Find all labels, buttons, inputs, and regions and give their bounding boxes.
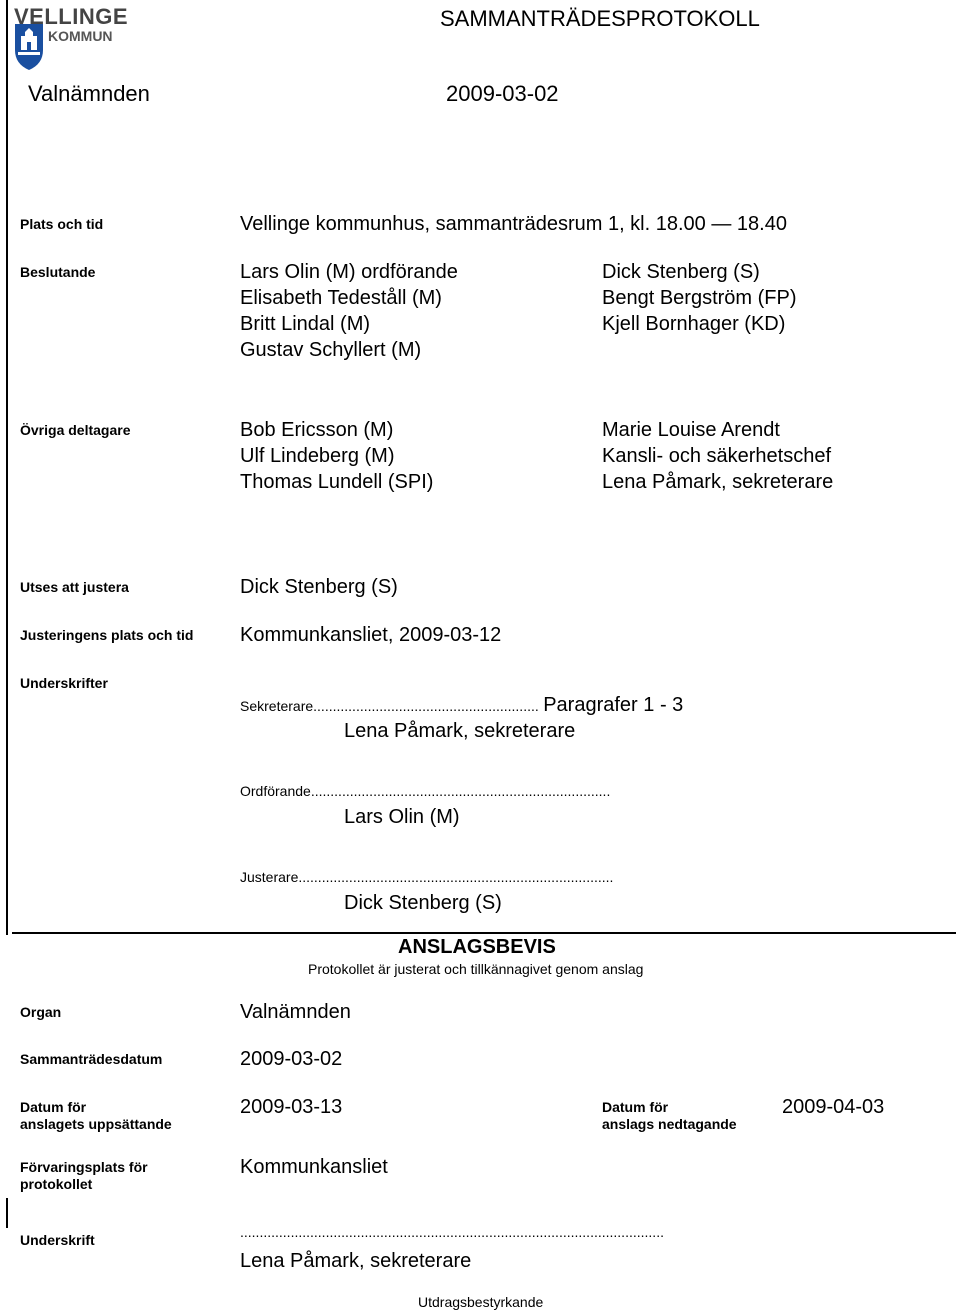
left-border-top bbox=[6, 0, 8, 935]
sekreterare-name: Lena Påmark, sekreterare bbox=[344, 720, 576, 742]
justerare-dots: ................................................................................. bbox=[298, 869, 614, 885]
justerare-line bbox=[240, 869, 613, 887]
anslagsbevis-title: ANSLAGSBEVIS bbox=[398, 936, 556, 958]
section-divider bbox=[12, 932, 956, 934]
underskrift-dots: ............................................................................................................. bbox=[240, 1224, 664, 1240]
beslutande-member: Lars Olin (M) ordförande bbox=[240, 261, 458, 283]
logo-text-vellinge: VELLINGE bbox=[14, 4, 129, 29]
paragrafer: Paragrafer 1 - 3 bbox=[543, 694, 684, 716]
sammantradesdatum-label: Sammanträdesdatum bbox=[20, 1051, 163, 1067]
justerare-name: Dick Stenberg (S) bbox=[344, 892, 502, 914]
sekreterare-label: Sekreterare bbox=[240, 698, 314, 714]
ordforande-label: Ordförande bbox=[240, 783, 311, 799]
beslutande-member: Kjell Bornhager (KD) bbox=[602, 313, 786, 335]
beslutande-member: Elisabeth Tedeståll (M) bbox=[240, 287, 442, 309]
utses-label: Utses att justera bbox=[20, 579, 129, 595]
utses-value: Dick Stenberg (S) bbox=[240, 576, 398, 598]
beslutande-member: Gustav Schyllert (M) bbox=[240, 339, 422, 361]
justering-value: Kommunkansliet, 2009-03-12 bbox=[240, 624, 502, 646]
sekreterare-dots: .......................................................... bbox=[313, 698, 539, 714]
ordforande-dots: ............................................................................. bbox=[310, 783, 611, 799]
utdragsbestyrkande-footer: Utdragsbestyrkande bbox=[418, 1294, 544, 1310]
justerare-label: Justerare bbox=[240, 869, 299, 885]
plats-value: Vellinge kommunhus, sammanträdesrum 1, kl. 18.00 — 18.40 bbox=[240, 213, 787, 235]
forvaring-value: Kommunkansliet bbox=[240, 1156, 388, 1178]
uppsattande-value: 2009-03-13 bbox=[240, 1096, 343, 1118]
nedtagande-label-1: Datum för bbox=[602, 1099, 669, 1115]
sammantradesdatum-value: 2009-03-02 bbox=[240, 1048, 343, 1070]
beslutande-member: Bengt Bergström (FP) bbox=[602, 287, 797, 309]
underskrift-name: Lena Påmark, sekreterare bbox=[240, 1250, 472, 1272]
beslutande-member: Britt Lindal (M) bbox=[240, 313, 371, 335]
ovriga-member: Bob Ericsson (M) bbox=[240, 419, 394, 441]
ordforande-name: Lars Olin (M) bbox=[344, 806, 460, 828]
forvaring-label-2: protokollet bbox=[20, 1176, 93, 1192]
beslutande-label: Beslutande bbox=[20, 264, 96, 280]
justering-label: Justeringens plats och tid bbox=[20, 627, 194, 643]
nedtagande-label-2: anslags nedtagande bbox=[602, 1116, 737, 1132]
vellinge-logo bbox=[12, 4, 129, 74]
beslutande-member: Dick Stenberg (S) bbox=[602, 261, 760, 283]
uppsattande-label-1: Datum för bbox=[20, 1099, 87, 1115]
ovriga-member: Thomas Lundell (SPI) bbox=[240, 471, 434, 493]
board-name: Valnämnden bbox=[28, 81, 150, 106]
organ-label: Organ bbox=[20, 1004, 62, 1020]
ovriga-member: Marie Louise Arendt bbox=[602, 419, 780, 441]
sekreterare-line bbox=[240, 694, 683, 717]
document-title: SAMMANTRÄDESPROTOKOLL bbox=[440, 6, 760, 31]
forvaring-label-1: Förvaringsplats för bbox=[20, 1159, 148, 1175]
meeting-date: 2009-03-02 bbox=[446, 81, 559, 106]
ovriga-member: Ulf Lindeberg (M) bbox=[240, 445, 395, 467]
ordforande-line bbox=[240, 783, 610, 801]
underskrifter-label: Underskrifter bbox=[20, 675, 108, 691]
organ-value: Valnämnden bbox=[240, 1001, 351, 1023]
plats-label: Plats och tid bbox=[20, 216, 104, 232]
ovriga-label: Övriga deltagare bbox=[20, 422, 131, 438]
left-border-bottom bbox=[6, 1198, 8, 1228]
anslagsbevis-subtitle: Protokollet är justerat och tillkännagivet genom anslag bbox=[308, 961, 644, 977]
ovriga-member: Kansli- och säkerhetschef bbox=[602, 445, 832, 467]
uppsattande-label-2: anslagets uppsättande bbox=[20, 1116, 172, 1132]
ovriga-member: Lena Påmark, sekreterare bbox=[602, 471, 834, 493]
nedtagande-value: 2009-04-03 bbox=[782, 1096, 885, 1118]
logo-text-kommun: KOMMUN bbox=[48, 28, 113, 44]
underskrift-label: Underskrift bbox=[20, 1232, 95, 1248]
